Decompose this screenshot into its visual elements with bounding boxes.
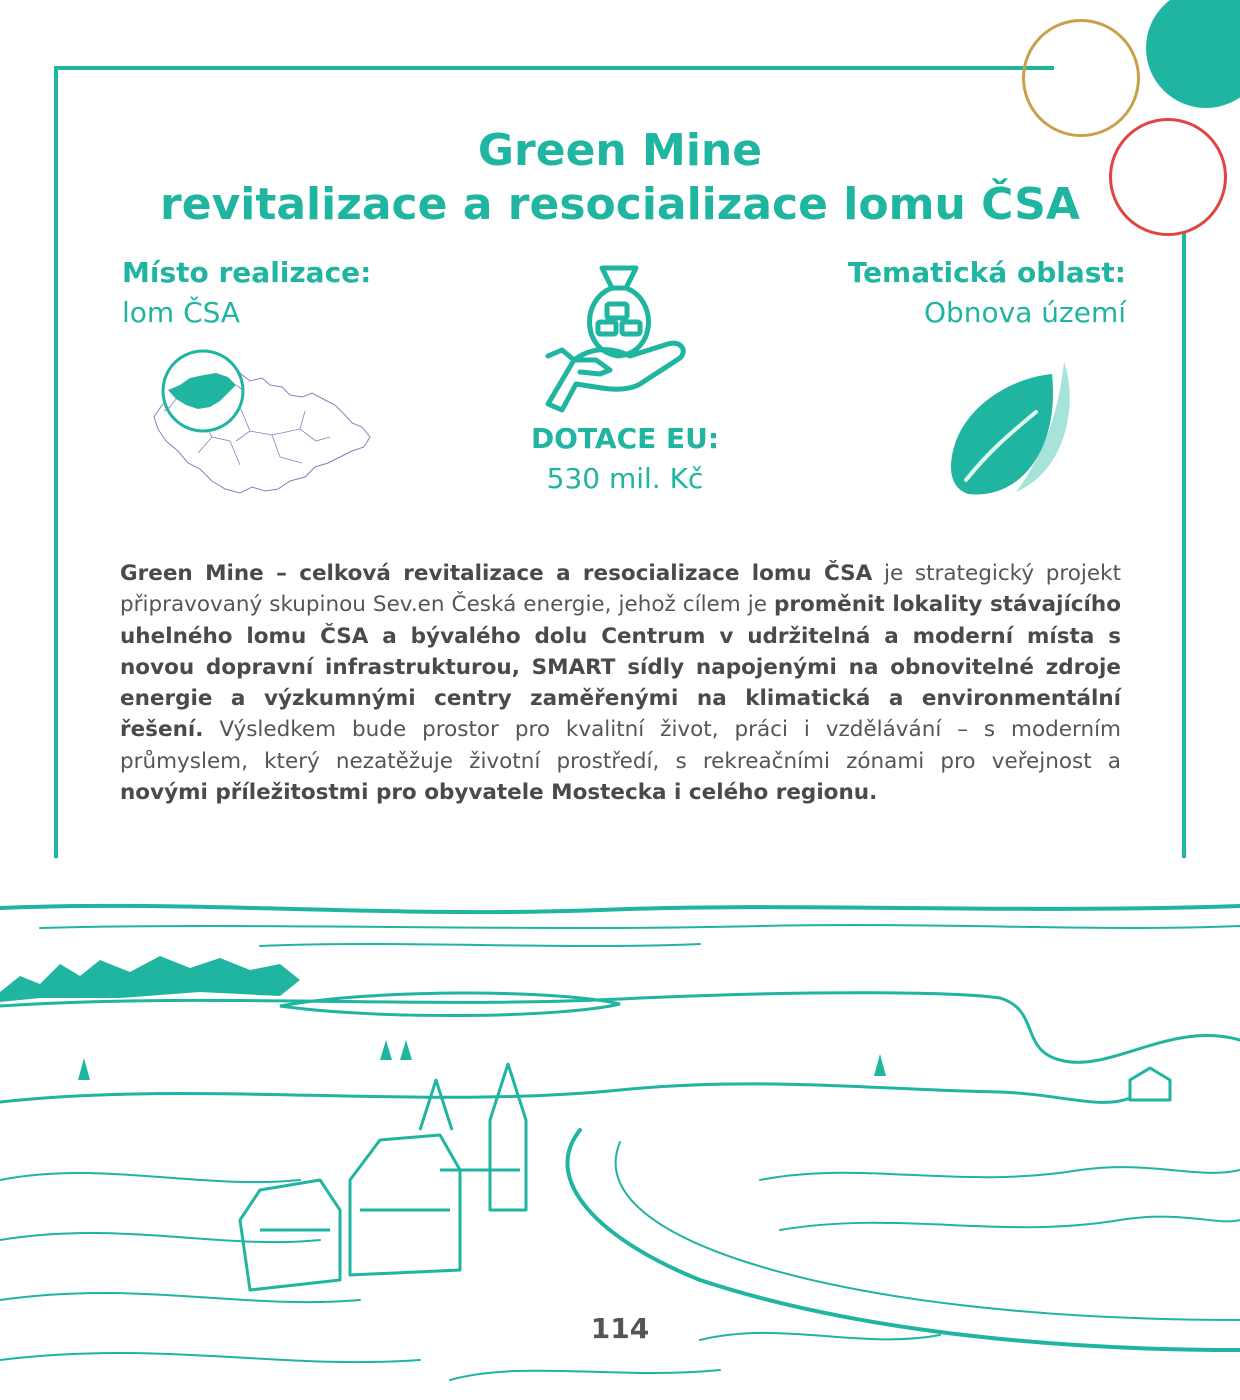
location-label: Místo realizace: [122, 256, 372, 289]
body-segment: Výsledkem bude prostor pro kvalitní život, práci i vzdělávání – s moderním průmyslem, který nezatěžuje životní prostředí, s rekreačními zónami pro veřejnost a [120, 717, 1121, 774]
theme-value: Obnova území [923, 296, 1126, 329]
page-number: 114 [590, 1312, 650, 1345]
grant-value: 530 mil. Kč [546, 462, 704, 495]
leaf-icon [940, 360, 1080, 500]
frame-right-border [1182, 232, 1186, 858]
body-segment: Green Mine – celková revitalizace a resocializace lomu ČSA [120, 561, 873, 586]
frame-top-border [54, 66, 1054, 70]
location-value: lom ČSA [122, 296, 241, 329]
czech-map-icon [140, 345, 380, 500]
decor-circle-gold [1022, 19, 1140, 137]
money-bag-hand-icon [540, 260, 700, 415]
decor-circle-teal [1146, 0, 1240, 108]
page-title: Green Mine [477, 125, 763, 176]
body-segment: novými příležitostmi pro obyvatele Mostecka i celého regionu. [120, 780, 878, 806]
description-paragraph [120, 558, 1121, 808]
theme-label: Tematická oblast: [847, 256, 1126, 289]
body-segment: je strategický projekt připravovaný skupinou Sev.en Česká energie, jehož cílem je [120, 561, 1122, 618]
page-subtitle: revitalizace a resocializace lomu ČSA [160, 179, 1080, 230]
body-segment: proměnit lokality stávajícího uhelného lomu ČSA a bývalého dolu Centrum v udržitelná a moderní místa s novou dopravní infrastrukturou, SMART sídly napojenými na obnovitelné zdroje energie a výzkumnými centry zaměřenými na klimatická a environmentální řešení. [120, 592, 1121, 743]
grant-label: DOTACE EU: [530, 422, 720, 455]
